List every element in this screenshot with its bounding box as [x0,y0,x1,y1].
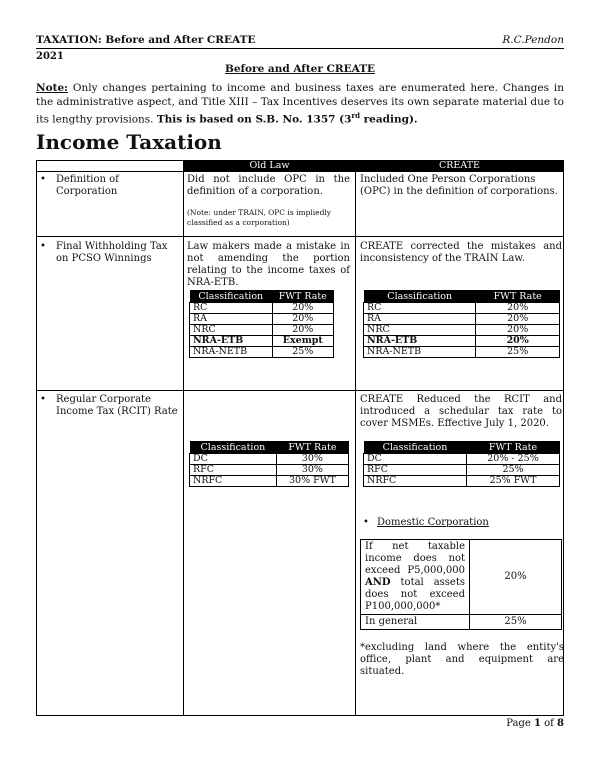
classification-cell: RC [190,303,273,314]
header-old-law: Old Law [184,160,355,171]
create-rcit: CREATE Reduced the RCIT and introduced a schedular tax rate to cover MSMEs. Effective July 1, 2020. [360,394,562,429]
col-fwt-rate: FWT Rate [467,441,560,454]
old-definition: Did not include OPC in the definition of a corporation. [187,174,350,197]
col-fwt-rate: FWT Rate [476,290,560,303]
domestic-corporation-table [360,539,562,630]
table-row [364,465,560,476]
page-label: Page [506,718,534,729]
rate-cell: 20% [272,325,333,336]
rate-cell: 20% [476,314,560,325]
header-title: TAXATION: Before and After CREATE [36,34,256,46]
table-row [190,476,349,487]
header-row-rule [36,171,564,172]
topic-definition: Definition of Corporation [56,174,119,197]
note-bold-text: This is based on S.B. No. 1357 (3 [156,113,352,126]
old-rcit-table [189,441,349,487]
note-paragraph [36,81,564,127]
classification-cell: RC [364,303,476,314]
col-classification: Classification [364,441,467,454]
classification-cell: NRFC [190,476,277,487]
rate-cell: 25% FWT [467,476,560,487]
dc-condition [361,540,470,615]
topic-rcit: Regular Corporate Income Tax (RCIT) Rate [56,394,178,417]
col-classification: Classification [364,290,476,303]
note-bold-end: reading). [359,113,418,126]
col-fwt-rate: FWT Rate [272,290,333,303]
create-definition: Included One Person Corporations (OPC) in the definition of corporations. [360,174,558,197]
header-year: 2021 [36,51,64,62]
create-pcso: CREATE corrected the mistakes and inconsistency of the TRAIN Law. [360,241,562,264]
table-row [190,454,349,465]
dc-rate-2: 25% [470,615,562,630]
note-label: Note: [36,82,69,94]
dc-cond-and: AND [365,577,391,588]
table-row [190,314,334,325]
rate-cell: 30% [276,465,348,476]
classification-cell: NRFC [364,476,467,487]
rate-cell: 25% [476,347,560,358]
row-divider-1 [36,236,564,237]
col-classification: Classification [190,441,277,454]
classification-cell: NRA-ETB [190,336,273,347]
dc-general: In general [361,615,470,630]
create-pcso-table [363,290,560,358]
page-total: 8 [557,718,564,729]
page-number [506,718,564,729]
classification-cell: RA [190,314,273,325]
header-author: R.C.Pendon [502,34,564,46]
create-rcit-table [363,441,560,487]
rate-cell: 25% [272,347,333,358]
table-row [190,465,349,476]
page-current: 1 [533,718,541,729]
table-row [190,325,334,336]
rate-cell: 20% [476,303,560,314]
classification-cell: RFC [190,465,277,476]
table-row [190,336,334,347]
rate-cell: 20% - 25% [467,454,560,465]
rate-cell: 20% [272,314,333,325]
table-row [364,325,560,336]
table-row [361,540,562,615]
table-row [361,615,562,630]
note-sup: rd [351,111,360,120]
classification-cell: NRA-ETB [364,336,476,347]
dc-cond-text-2: total assets does not exceed P100,000,000* [365,577,465,612]
note-text: Only changes pertaining to income and business taxes are enumerated here. Changes in the administrative aspect, and Title XIII – Tax Incentives deserves its own separate material due to its lengthy provisions. [36,82,564,126]
table-row [364,336,560,347]
table-row [364,476,560,487]
classification-cell: NRC [190,325,273,336]
classification-cell: NRA-NETB [190,347,273,358]
table-row [364,454,560,465]
classification-cell: DC [190,454,277,465]
row-bullet: • [40,241,46,252]
column-divider-1 [183,160,184,716]
header-rule [36,48,564,49]
column-divider-2 [355,160,356,716]
row-divider-2 [36,390,564,391]
footnote: *excluding land where the entity's office, plant and equipment are situated. [360,642,564,677]
document-subtitle: Before and After CREATE [224,63,376,75]
col-classification: Classification [190,290,273,303]
table-row [364,347,560,358]
table-row [190,303,334,314]
dc-rate-1: 20% [470,540,562,615]
rate-cell: 25% [467,465,560,476]
rate-cell: 20% [272,303,333,314]
classification-cell: NRC [364,325,476,336]
topic-pcso: Final Withholding Tax on PCSO Winnings [56,241,168,264]
section-title: Income Taxation [36,130,222,154]
table-row [190,347,334,358]
classification-cell: DC [364,454,467,465]
old-pcso: Law makers made a mistake in not amending the portion relating to the income taxes of NRA-ETB. [187,241,350,288]
rate-cell: 20% [476,336,560,347]
col-fwt-rate: FWT Rate [276,441,348,454]
row-bullet: • [40,174,46,185]
table-row [364,314,560,325]
row-bullet: • [40,394,46,405]
rate-cell: 30% FWT [276,476,348,487]
classification-cell: RFC [364,465,467,476]
dc-cond-text: If net taxable income does not exceed P5,000,000 [365,541,465,576]
domestic-corporation-label: Domestic Corporation [377,517,489,528]
old-pcso-table [189,290,334,358]
table-row [364,303,560,314]
classification-cell: NRA-NETB [364,347,476,358]
rate-cell: 20% [476,325,560,336]
running-header [36,34,564,46]
rate-cell: Exempt [272,336,333,347]
rate-cell: 30% [276,454,348,465]
old-definition-note: (Note: under TRAIN, OPC is impliedly classified as a corporation) [187,208,332,227]
page-of: of [540,718,558,729]
dc-bullet: • [363,517,369,528]
classification-cell: RA [364,314,476,325]
header-create: CREATE [356,160,563,171]
